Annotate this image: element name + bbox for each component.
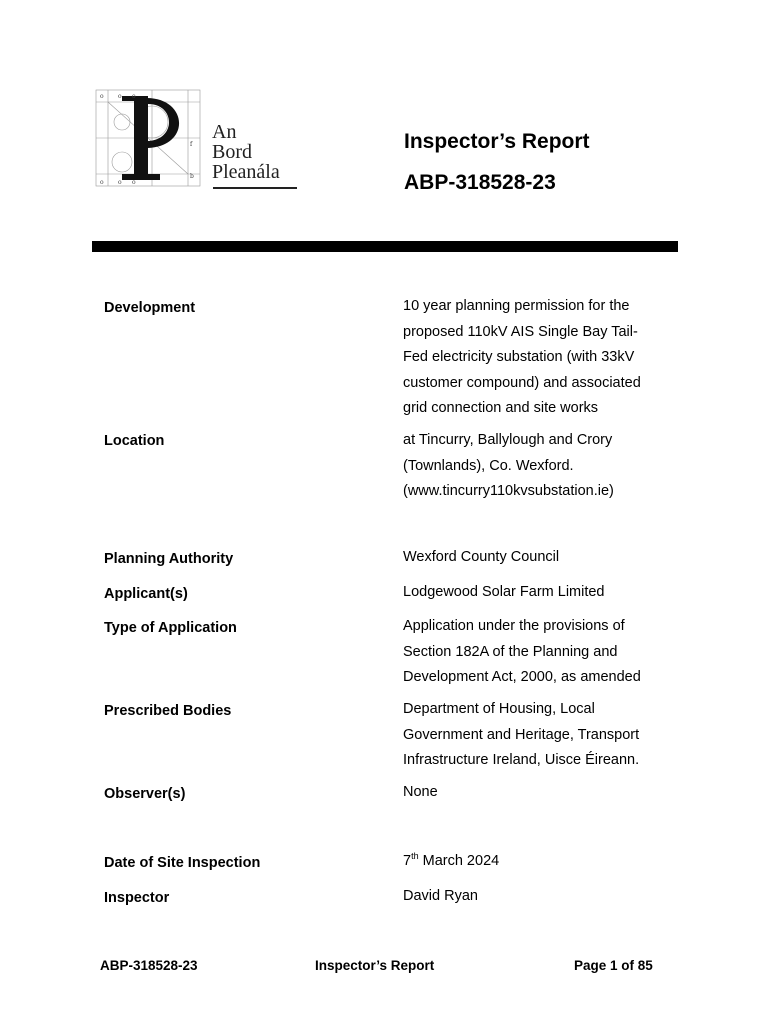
inspector-label: Inspector xyxy=(104,890,170,906)
date-of-site-inspection-label: Date of Site Inspection xyxy=(104,855,261,871)
value-line: Application under the provisions of xyxy=(403,618,625,634)
inspection-day-suffix: th xyxy=(411,851,419,862)
footer-reference: ABP-318528-23 xyxy=(100,958,198,973)
svg-text:o: o xyxy=(118,179,122,186)
value-line: Development Act, 2000, as amended xyxy=(403,669,641,685)
applicants-label: Applicant(s) xyxy=(104,586,188,602)
logo-underline xyxy=(213,187,297,189)
value-line: Department of Housing, Local xyxy=(403,701,595,717)
location-label: Location xyxy=(104,433,165,449)
heading-divider xyxy=(92,241,678,252)
logo-p-emblem-icon xyxy=(92,86,204,192)
location-value xyxy=(403,428,703,505)
value-line: David Ryan xyxy=(403,888,478,904)
value-line: customer compound) and associated xyxy=(403,374,641,391)
prescribed-bodies-value xyxy=(403,697,703,774)
value-line: 10 year planning permission for the xyxy=(403,298,630,314)
value-line: Wexford County Council xyxy=(403,549,560,565)
svg-text:f: f xyxy=(190,141,193,148)
applicants-value xyxy=(403,580,703,606)
value-line: Government and Heritage, Transport xyxy=(403,726,640,743)
value-line: Lodgewood Solar Farm Limited xyxy=(403,584,605,600)
development-value xyxy=(403,294,703,422)
value-line: at Tincurry, Ballylough and Crory xyxy=(403,432,613,448)
footer-page-number: Page 1 of 85 xyxy=(574,958,653,973)
value-line: Section 182A of the Planning and xyxy=(403,643,618,660)
logo-line-pleanala: Pleanála xyxy=(212,161,280,183)
inspection-day: 7 xyxy=(403,853,412,869)
svg-text:o: o xyxy=(100,179,104,186)
report-title: Inspector’s Report xyxy=(404,130,590,153)
prescribed-bodies-label: Prescribed Bodies xyxy=(104,703,232,719)
value-line: grid connection and site works xyxy=(403,400,599,416)
observers-value xyxy=(403,780,703,806)
value-line: (www.tincurry110kvsubstation.ie) xyxy=(403,483,614,499)
svg-text:b: b xyxy=(190,173,194,180)
logo-line-an: An xyxy=(212,121,237,143)
footer-title: Inspector’s Report xyxy=(315,958,435,973)
planning-authority-label: Planning Authority xyxy=(104,551,234,567)
svg-text:o: o xyxy=(132,179,136,186)
observers-label: Observer(s) xyxy=(104,786,186,802)
value-line: None xyxy=(403,784,438,800)
inspection-month-year: March 2024 xyxy=(418,853,500,869)
svg-text:o: o xyxy=(132,93,136,100)
inspector-value xyxy=(403,884,703,910)
type-of-application-label: Type of Application xyxy=(104,620,237,636)
svg-text:o: o xyxy=(100,93,104,100)
value-line: (Townlands), Co. Wexford. xyxy=(403,457,574,474)
value-line: proposed 110kV AIS Single Bay Tail- xyxy=(403,323,638,340)
planning-authority-value xyxy=(403,545,703,571)
report-reference: ABP-318528-23 xyxy=(404,171,556,194)
report-heading xyxy=(404,128,590,197)
date-of-site-inspection-value xyxy=(403,849,703,875)
logo-line-bord: Bord xyxy=(212,141,252,163)
value-line: Fed electricity substation (with 33kV xyxy=(403,349,635,365)
logo-wordmark xyxy=(212,122,280,182)
svg-text:o: o xyxy=(118,93,122,100)
development-label: Development xyxy=(104,300,196,316)
type-of-application-value xyxy=(403,614,703,691)
an-bord-pleanala-logo xyxy=(92,86,304,196)
value-line: Infrastructure Ireland, Uisce Éireann. xyxy=(403,752,640,768)
